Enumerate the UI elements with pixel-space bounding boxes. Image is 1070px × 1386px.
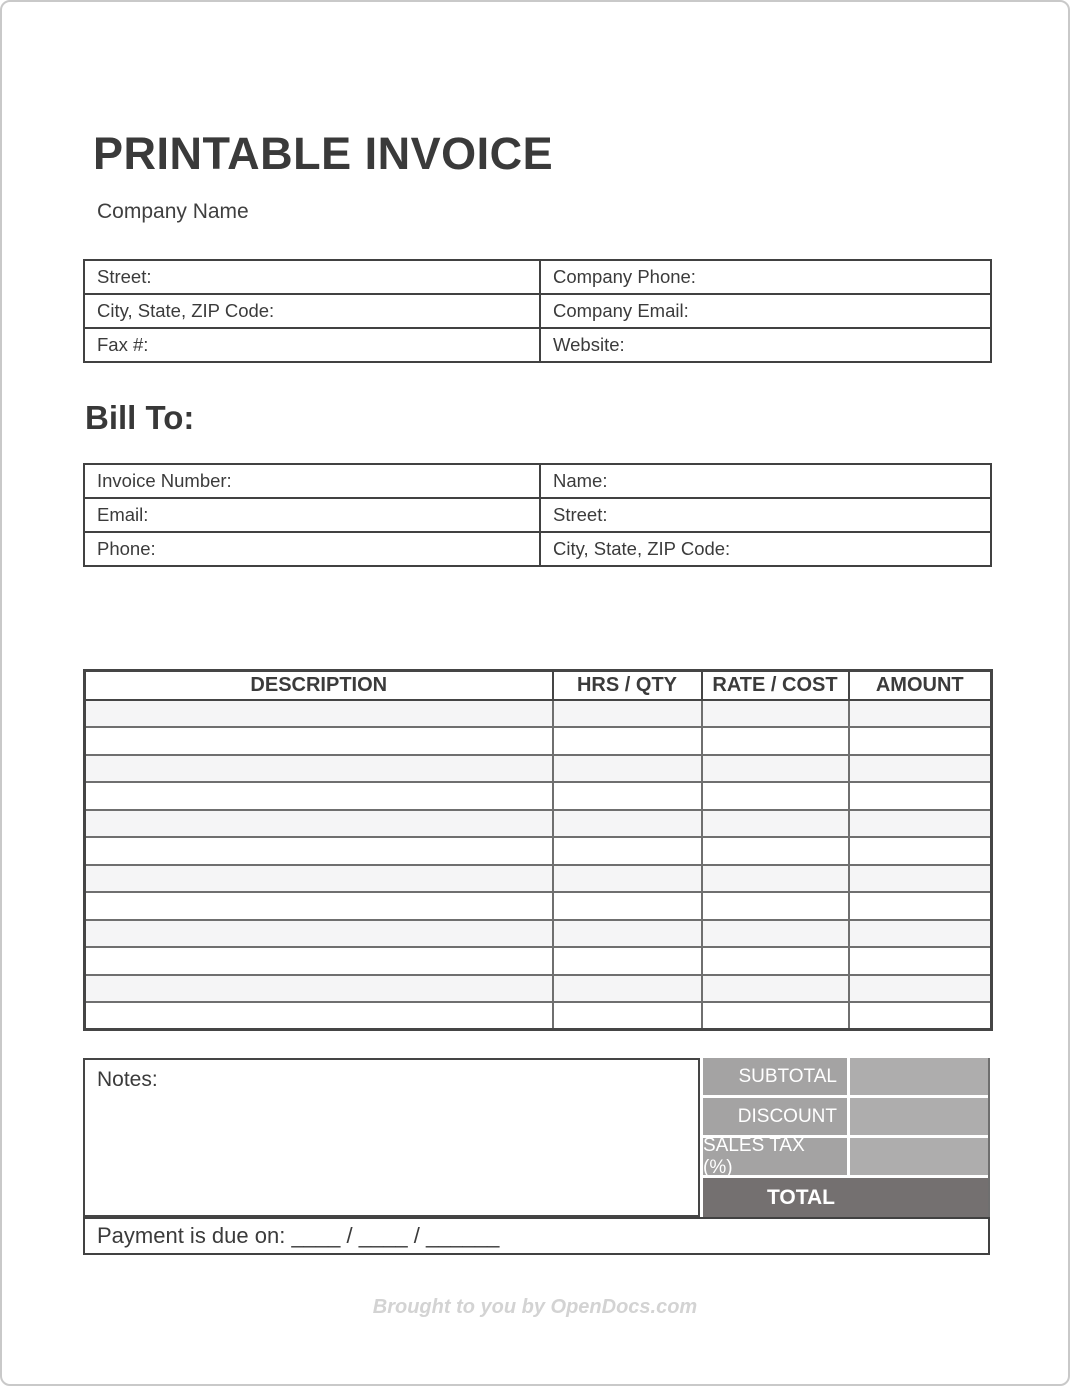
item-row: [85, 837, 992, 865]
bill-to-table: [83, 463, 992, 567]
item-cell: [85, 947, 553, 975]
info-row: [84, 498, 991, 532]
info-row: [84, 294, 991, 328]
item-row: [85, 810, 992, 838]
column-header-description: DESCRIPTION: [85, 671, 553, 700]
items-body: [85, 700, 992, 1030]
item-row: [85, 1002, 992, 1030]
item-cell: [702, 892, 849, 920]
item-cell: [702, 782, 849, 810]
item-cell: [702, 727, 849, 755]
item-cell: [849, 865, 992, 893]
item-cell: [553, 920, 702, 948]
item-cell: [849, 837, 992, 865]
item-cell: [85, 700, 553, 728]
field-label-cell: Company Email:: [540, 294, 991, 328]
item-cell: [849, 892, 992, 920]
field-label-cell: City, State, ZIP Code:: [540, 532, 991, 566]
item-row: [85, 975, 992, 1003]
item-cell: [553, 975, 702, 1003]
item-cell: [702, 700, 849, 728]
item-row: [85, 755, 992, 783]
item-cell: [85, 892, 553, 920]
item-cell: [849, 727, 992, 755]
item-cell: [849, 755, 992, 783]
field-label-cell: Company Phone:: [540, 260, 991, 294]
field-label-cell: Phone:: [84, 532, 540, 566]
items-header-row: [85, 671, 992, 700]
item-cell: [702, 1002, 849, 1030]
payment-due-row: [83, 1217, 990, 1255]
item-cell: [702, 947, 849, 975]
item-cell: [702, 837, 849, 865]
item-cell: [85, 920, 553, 948]
item-cell: [849, 920, 992, 948]
item-cell: [85, 782, 553, 810]
page-title: PRINTABLE INVOICE: [93, 128, 554, 179]
column-header-hrs-qty: HRS / QTY: [553, 671, 702, 700]
total-row: TOTAL: [703, 1178, 988, 1217]
totals-value-cell: [850, 1098, 988, 1135]
footer-credit: Brought to you by OpenDocs.com: [372, 1296, 698, 1318]
notes-label: Notes:: [97, 1068, 158, 1091]
item-cell: [553, 1002, 702, 1030]
item-cell: [849, 1002, 992, 1030]
item-row: [85, 865, 992, 893]
item-cell: [553, 947, 702, 975]
item-row: [85, 947, 992, 975]
item-cell: [553, 865, 702, 893]
item-cell: [702, 755, 849, 783]
column-header-amount: AMOUNT: [849, 671, 992, 700]
item-cell: [702, 865, 849, 893]
item-row: [85, 782, 992, 810]
notes-and-totals: [83, 1058, 990, 1217]
field-label-cell: City, State, ZIP Code:: [84, 294, 540, 328]
item-cell: [85, 837, 553, 865]
item-cell: [553, 700, 702, 728]
item-cell: [85, 975, 553, 1003]
item-cell: [85, 865, 553, 893]
totals-value-cell: [850, 1138, 988, 1175]
item-cell: [849, 947, 992, 975]
item-cell: [85, 810, 553, 838]
totals-label-cell: DISCOUNT: [703, 1098, 847, 1135]
totals-block: [703, 1058, 990, 1217]
item-cell: [849, 782, 992, 810]
column-header-rate-cost: RATE / COST: [702, 671, 849, 700]
totals-value-cell: [850, 1058, 988, 1095]
company-name: Company Name: [97, 200, 249, 223]
item-cell: [702, 920, 849, 948]
info-row: [84, 464, 991, 498]
bill-to-heading: Bill To:: [85, 399, 195, 436]
item-row: [85, 892, 992, 920]
info-row: [84, 532, 991, 566]
field-label-cell: Website:: [540, 328, 991, 362]
item-cell: [553, 810, 702, 838]
item-row: [85, 920, 992, 948]
notes-cell: [83, 1058, 700, 1217]
item-cell: [553, 837, 702, 865]
item-row: [85, 700, 992, 728]
field-label-cell: Street:: [84, 260, 540, 294]
line-items-table: [83, 669, 993, 1031]
item-cell: [85, 755, 553, 783]
company-info-table: [83, 259, 992, 363]
info-row: [84, 260, 991, 294]
item-cell: [849, 810, 992, 838]
item-cell: [849, 700, 992, 728]
item-cell: [553, 727, 702, 755]
totals-label-cell: SUBTOTAL: [703, 1058, 847, 1095]
item-cell: [553, 892, 702, 920]
item-cell: [849, 975, 992, 1003]
item-row: [85, 727, 992, 755]
item-cell: [702, 810, 849, 838]
field-label-cell: Street:: [540, 498, 991, 532]
item-cell: [85, 727, 553, 755]
payment-due-text: Payment is due on: ____ / ____ / ______: [97, 1223, 500, 1248]
totals-label-cell: SALES TAX (%): [703, 1138, 847, 1175]
field-label-cell: Email:: [84, 498, 540, 532]
item-cell: [702, 975, 849, 1003]
item-cell: [85, 1002, 553, 1030]
info-row: [84, 328, 991, 362]
item-cell: [553, 755, 702, 783]
field-label-cell: Invoice Number:: [84, 464, 540, 498]
field-label-cell: Fax #:: [84, 328, 540, 362]
field-label-cell: Name:: [540, 464, 991, 498]
item-cell: [553, 782, 702, 810]
